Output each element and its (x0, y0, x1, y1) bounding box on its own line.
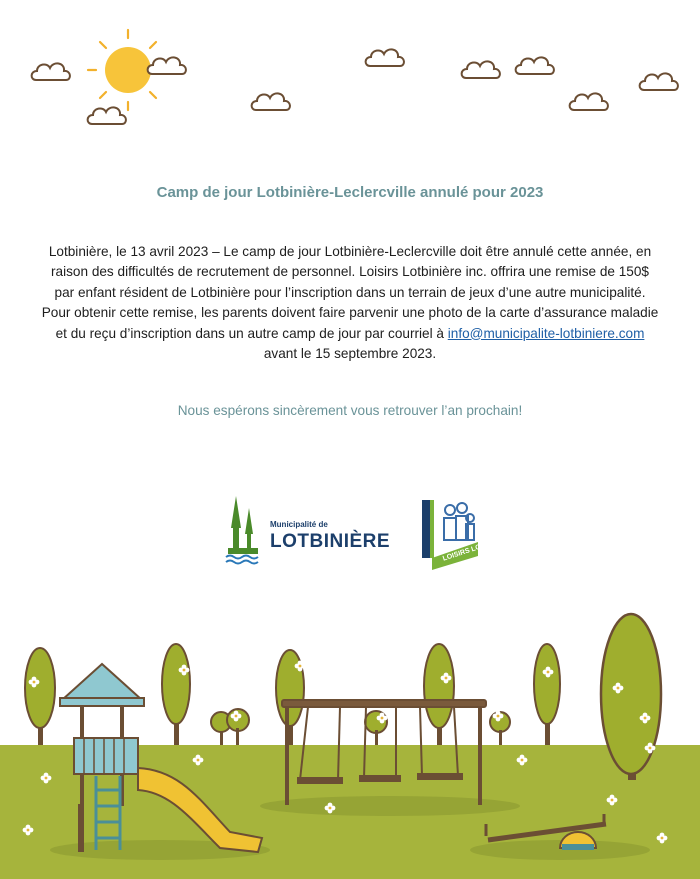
cloud-icon (570, 93, 608, 110)
church-icon (222, 494, 266, 568)
tree-icon (534, 644, 560, 752)
municipalite-lotbiniere-logo (222, 494, 391, 568)
logo-subtitle: Municipalité de (270, 520, 328, 529)
playground-illustration (0, 600, 700, 879)
announcement-paragraph (40, 242, 660, 364)
cloud-icon (366, 49, 404, 66)
loisirs-lotbiniere-logo (420, 498, 513, 570)
closing-message: Nous espérons sincèrement vous retrouver l’an prochain! (177, 403, 523, 418)
announcement-deadline: avant le 15 septembre 2023. (263, 346, 437, 362)
sky-illustration (0, 0, 700, 150)
cloud-icon (88, 107, 126, 124)
page-title: Camp de jour Lotbinière-Leclercville annulé pour 2023 (156, 184, 544, 201)
tree-icon (162, 644, 190, 752)
cloud-icon (252, 93, 290, 110)
email-link[interactable]: info@municipalite-lotbiniere.com (447, 325, 645, 341)
cloud-icon (462, 61, 500, 78)
announcement-text: Lotbinière, le 13 avril 2023 – Le camp de jour Lotbinière-Leclercville doit être annulé cette année, en raison des difficultés de recrutement de personnel. Loisirs Lotbinière inc. offrira une remise de 150$ par enfant résident de Lotbinière pour l’inscription dans un terrain de jeux d’une autre municipalité. Pour obtenir cette remise, les parents doivent faire parvenir une photo de la carte d’assurance maladie et du reçu d’inscription dans un autre camp de jour par courriel à (41, 244, 659, 341)
tree-icon (424, 644, 454, 752)
loisirs-logo-text: LOISIRS LOTBINIÈRE (442, 533, 513, 563)
cloud-icon (32, 63, 70, 80)
bush-icon (211, 709, 249, 746)
tree-icon (25, 648, 55, 752)
cloud-icon (516, 57, 554, 74)
logo-name: LOTBINIÈRE (270, 531, 391, 552)
cloud-icon (640, 73, 678, 90)
cloud-icon (148, 57, 186, 74)
